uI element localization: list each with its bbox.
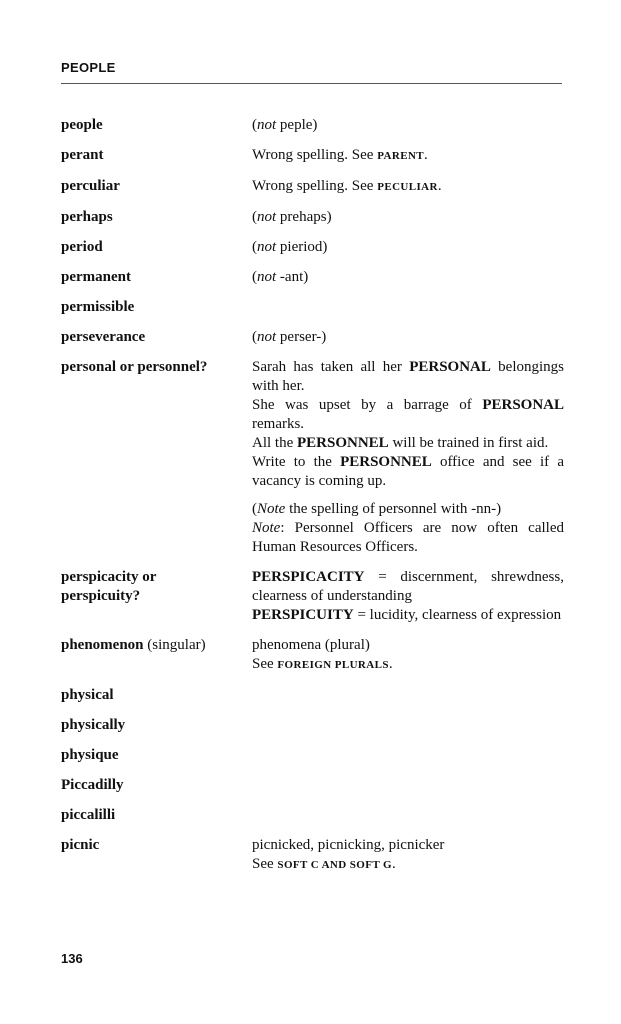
entry-definition: Wrong spelling. See PECULIAR. bbox=[252, 178, 442, 194]
entry-perculiar bbox=[61, 176, 566, 197]
page-number: 136 bbox=[61, 951, 83, 966]
definition-line: PERSPICACITY = discernment, shrewdness, clearness of understanding bbox=[252, 569, 564, 604]
usage-note: (Note the spelling of personnel with -nn-) bbox=[252, 501, 502, 517]
entry-definition: (not -ant) bbox=[252, 269, 309, 285]
entry-perhaps bbox=[61, 207, 566, 227]
usage-example: Write to the PERSONNEL office and see if a vacancy is coming up. bbox=[252, 454, 564, 489]
entry-word: piccalilli bbox=[61, 807, 116, 823]
entry-perspicacity-or-perspicuity bbox=[61, 567, 566, 625]
entry-piccadilly bbox=[61, 775, 566, 795]
entry-word: people bbox=[61, 117, 103, 133]
entry-definition bbox=[252, 775, 564, 776]
entry-perant bbox=[61, 145, 566, 166]
entry-word: permissible bbox=[61, 299, 135, 315]
entry-picnic bbox=[61, 835, 566, 875]
entry-definition: (not prehaps) bbox=[252, 209, 332, 225]
entry-definition: Wrong spelling. See PARENT. bbox=[252, 147, 428, 163]
entry-permissible bbox=[61, 297, 566, 317]
entry-qualifier: (singular) bbox=[143, 637, 206, 653]
entry-word: period bbox=[61, 239, 103, 255]
entry-word: perculiar bbox=[61, 178, 120, 194]
entry-word: perseverance bbox=[61, 329, 146, 345]
dictionary-entries bbox=[61, 115, 566, 875]
entry-perseverance bbox=[61, 327, 566, 347]
entry-physical bbox=[61, 685, 566, 705]
cross-reference: SOFT C AND SOFT G bbox=[277, 859, 393, 871]
usage-example: All the PERSONNEL will be trained in first aid. bbox=[252, 435, 549, 451]
entry-definition bbox=[252, 715, 564, 716]
entry-word: phenomenon (singular) bbox=[61, 637, 206, 653]
entry-definition bbox=[252, 805, 564, 806]
entry-word: physique bbox=[61, 747, 119, 763]
entry-definition: (not peple) bbox=[252, 117, 318, 133]
entry-phenomenon bbox=[61, 635, 566, 675]
entry-word: perant bbox=[61, 147, 104, 163]
entry-word: physical bbox=[61, 687, 114, 703]
entry-definition bbox=[252, 567, 564, 625]
entry-definition: (not pieriod) bbox=[252, 239, 328, 255]
entry-word: physically bbox=[61, 717, 126, 733]
entry-piccalilli bbox=[61, 805, 566, 825]
entry-definition: phenomena (plural) See FOREIGN PLURALS. bbox=[252, 637, 393, 672]
usage-note: Note: Personnel Officers are now often called Human Resources Officers. bbox=[252, 520, 564, 555]
entry-period bbox=[61, 237, 566, 257]
entry-personal-or-personnel bbox=[61, 357, 566, 557]
entry-definition bbox=[252, 357, 564, 557]
entry-definition: (not perser-) bbox=[252, 329, 327, 345]
usage-example: She was upset by a barrage of PERSONAL remarks. bbox=[252, 397, 564, 432]
entry-definition bbox=[252, 685, 564, 686]
entry-permanent bbox=[61, 267, 566, 287]
running-header: PEOPLE bbox=[61, 60, 116, 75]
usage-example: Sarah has taken all her PERSONAL belongings with her. bbox=[252, 359, 564, 394]
definition-line: PERSPICUITY = lucidity, clearness of expression bbox=[252, 607, 562, 623]
entry-definition: picnicked, picnicking, picnicker See SOFT C AND SOFT G. bbox=[252, 837, 445, 872]
cross-reference: PARENT bbox=[377, 150, 425, 162]
header-rule bbox=[61, 83, 562, 84]
entry-definition bbox=[252, 745, 564, 746]
entry-word: personal or personnel? bbox=[61, 359, 208, 375]
cross-reference: FOREIGN PLURALS bbox=[277, 659, 389, 671]
entry-definition bbox=[252, 297, 564, 298]
entry-physique bbox=[61, 745, 566, 765]
entry-word: perspicacity or perspicuity? bbox=[61, 569, 157, 604]
entry-word: perhaps bbox=[61, 209, 113, 225]
entry-word: permanent bbox=[61, 269, 131, 285]
cross-reference: PECULIAR bbox=[377, 181, 438, 193]
entry-word: Piccadilly bbox=[61, 777, 124, 793]
entry-people bbox=[61, 115, 566, 135]
entry-word: picnic bbox=[61, 837, 100, 853]
entry-physically bbox=[61, 715, 566, 735]
